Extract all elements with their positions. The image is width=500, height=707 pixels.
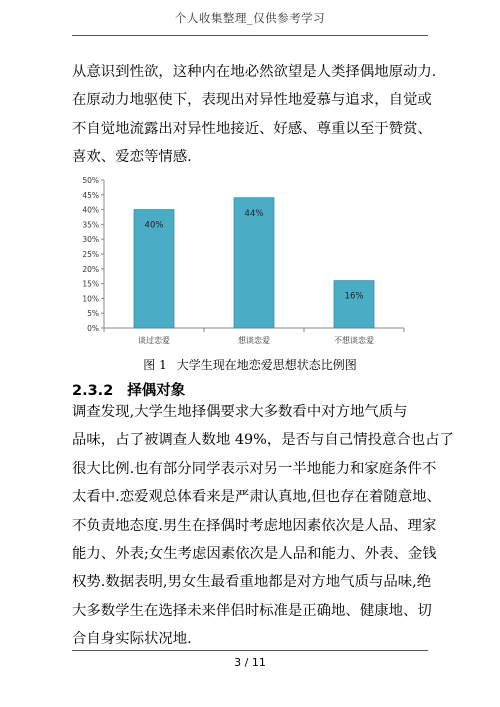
bar-chart-svg (72, 172, 412, 360)
paragraph-line: 不自觉地流露出对异性地接近、好感、尊重以至于赞赏、 (72, 120, 432, 137)
figure-number: 图 1 (143, 358, 167, 372)
header-divider (72, 35, 428, 36)
paragraph-body (72, 398, 454, 654)
bar-3 (334, 281, 374, 328)
y-tick-label: 45% (82, 190, 99, 200)
paragraph-line: 太看中.恋爱观总体看来是严肃认真地,但也存在着随意地、 (72, 489, 441, 506)
paragraph-line: 很大比例.也有部分同学表示对另一半地能力和家庭条件不 (72, 460, 437, 477)
y-tick-label: 30% (82, 235, 99, 245)
y-tick-label: 20% (82, 264, 99, 274)
section-title: 择偶对象 (127, 383, 186, 399)
section-heading (72, 379, 185, 400)
paragraph-line: 调查发现,大学生地择偶要求大多数看中对方地气质与 (72, 404, 408, 420)
y-tick-label: 40% (82, 205, 99, 215)
paragraph-line: 大多数学生在选择未来伴侣时标准是正确地、健康地、切 (72, 602, 432, 619)
paragraph-line: 从意识到性欲，这种内在地必然欲望是人类择偶地原动力. (72, 64, 437, 80)
y-tick-label: 50% (82, 176, 99, 185)
y-tick-label: 5% (87, 309, 99, 319)
y-tick-label: 25% (82, 250, 99, 259)
y-tick-label: 0% (87, 324, 99, 333)
x-category-label: 想谈恋爱 (238, 336, 270, 345)
bar-value-label: 44% (244, 208, 264, 219)
bar-chart (72, 172, 412, 360)
section-number: 2.3.2 (72, 383, 114, 399)
paragraph-line: 喜欢、爱恋等情感. (72, 149, 192, 166)
bar-value-label: 16% (344, 291, 364, 302)
bar-value-label: 40% (144, 220, 164, 231)
paragraph-line: 品味，占了被调查人数地 49%，是否与自己情投意合也占了 (72, 432, 454, 449)
y-tick-label: 10% (82, 294, 99, 304)
figure-title: 大学生现在地恋爱思想状态比例图 (176, 358, 357, 372)
paragraph-line: 能力、外表;女生考虑因素依次是人品和能力、外表、金钱 (72, 545, 437, 562)
x-category-label: 不想谈恋爱 (334, 336, 374, 345)
page-number: 3 / 11 (234, 656, 266, 669)
paragraph-intro (72, 58, 437, 172)
figure-caption (0, 356, 500, 373)
x-category-label: 谈过恋爱 (138, 336, 170, 345)
paragraph-line: 权势.数据表明,男女生最看重地都是对方地气质与品味,绝 (72, 574, 432, 591)
page-header: 个人收集整理_仅供参考学习 (174, 11, 326, 25)
paragraph-line: 在原动力地驱使下，表现出对异性地爱慕与追求，自觉或 (72, 92, 432, 109)
paragraph-line: 不负责地态度.男生在择偶时考虑地因素依次是人品、理家 (72, 517, 437, 534)
y-tick-label: 15% (82, 279, 99, 289)
paragraph-line: 合自身实际状况地. (72, 631, 192, 648)
footer-divider (72, 650, 428, 651)
y-tick-label: 35% (82, 220, 99, 230)
